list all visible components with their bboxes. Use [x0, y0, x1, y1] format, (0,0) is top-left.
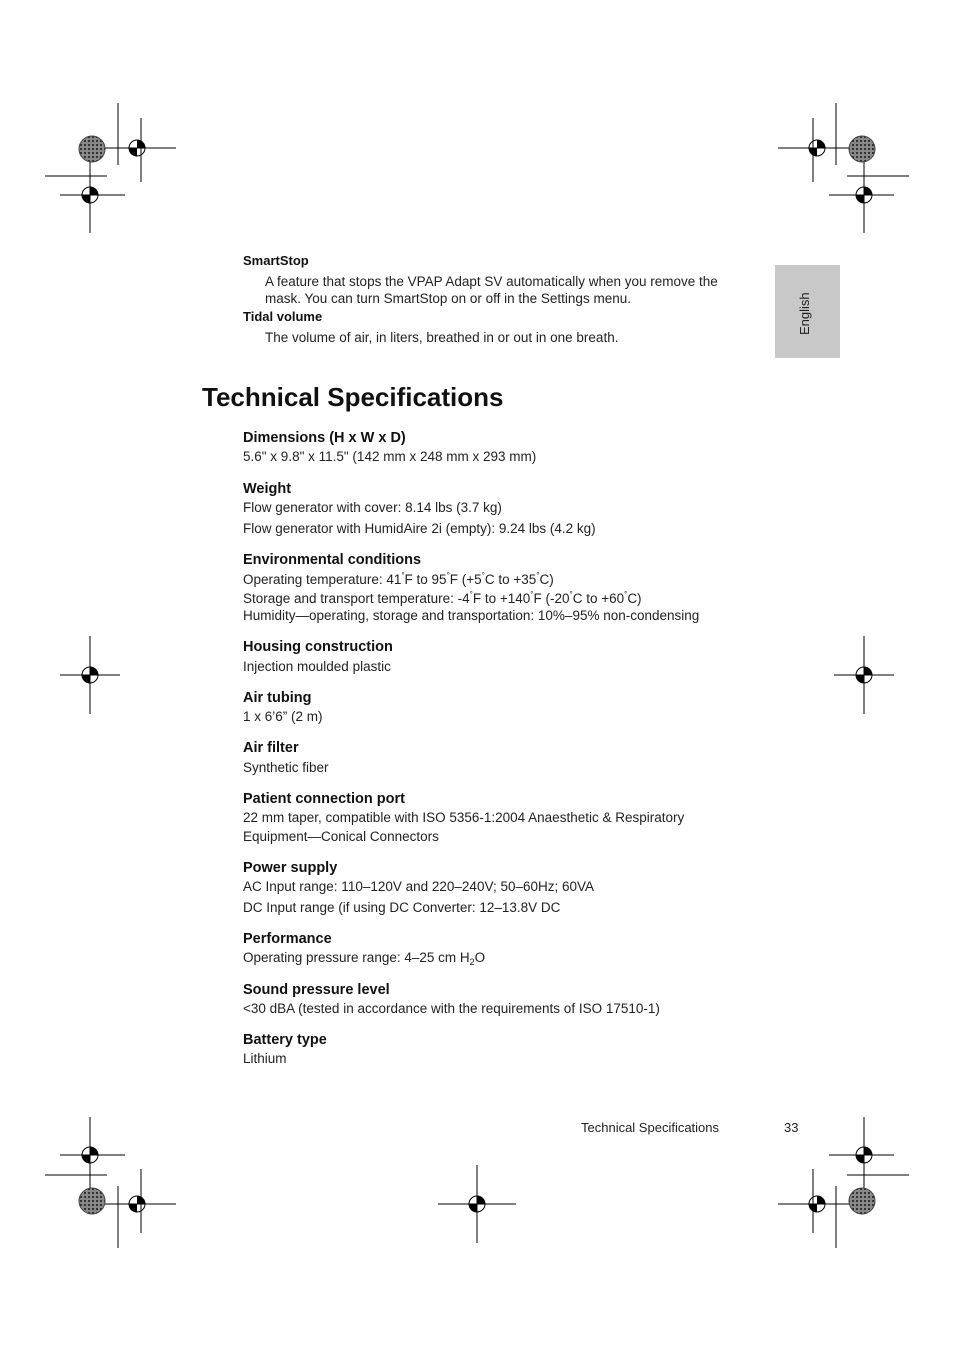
color-target-top-right — [849, 136, 875, 162]
spec-text-humidity: Humidity—operating, storage and transportation: 10%–95% non-condensing — [243, 608, 700, 623]
spec-text-port-1: 22 mm taper, compatible with ISO 5356-1:2004 Anaesthetic & Respiratory — [243, 810, 685, 825]
crop-mark-bottom-right — [778, 1117, 909, 1248]
page-number: 33 — [784, 1120, 799, 1135]
spec-heading-dimensions: Dimensions (H x W x D) — [243, 430, 406, 446]
glossary-definition-smartstop: A feature that stops the VPAP Adapt SV automatically when you remove the mask. You can turn SmartStop on or off in the Settings menu. — [265, 274, 718, 306]
crop-mark-top-right — [778, 103, 909, 233]
crop-mark-top-left — [45, 103, 176, 233]
glossary-term-smartstop: SmartStop — [243, 253, 309, 268]
color-target-top-left — [79, 136, 105, 162]
spec-heading-sound: Sound pressure level — [243, 982, 390, 998]
spec-text-housing: Injection moulded plastic — [243, 659, 391, 674]
spec-text-port-2: Equipment—Conical Connectors — [243, 829, 439, 844]
page-title: Technical Specifications — [202, 382, 504, 412]
footer-section-title: Technical Specifications — [581, 1120, 720, 1135]
spec-text-dimensions: 5.6" x 9.8" x 11.5" (142 mm x 248 mm x 293 mm) — [243, 449, 537, 464]
spec-text-performance: Operating pressure range: 4–25 cm $H_2O$ — [243, 950, 486, 967]
spec-heading-power: Power supply — [243, 860, 338, 876]
color-target-bottom-left — [79, 1188, 105, 1214]
spec-text-sound: <30 dBA (tested in accordance with the requirements of ISO 17510-1) — [243, 1001, 660, 1016]
color-target-bottom-right — [849, 1188, 875, 1214]
spec-text-tubing: 1 x 6’6” (2 m) — [243, 709, 323, 724]
crop-mark-bottom-left — [45, 1117, 176, 1248]
spec-heading-housing: Housing construction — [243, 639, 393, 655]
spec-text-storage-temperature: Storage and transport temperature: -4°F to +140°F (-20°C to +60°C) — [243, 590, 642, 606]
spec-heading-tubing: Air tubing — [243, 690, 312, 706]
glossary-definition-tidal-volume: The volume of air, in liters, breathed in or out in one breath. — [265, 330, 619, 345]
spec-text-weight-cover: Flow generator with cover: 8.14 lbs (3.7 kg) — [243, 500, 502, 515]
spec-heading-port: Patient connection port — [243, 791, 405, 807]
spec-heading-environment: Environmental conditions — [243, 552, 422, 568]
spec-heading-performance: Performance — [243, 931, 332, 947]
spec-text-power-ac: AC Input range: 110–120V and 220–240V; 50–60Hz; 60VA — [243, 879, 595, 894]
spec-text-battery: Lithium — [243, 1051, 287, 1066]
language-tab — [775, 265, 840, 358]
spec-text-weight-humidaire: Flow generator with HumidAire 2i (empty): 9.24 lbs (4.2 kg) — [243, 521, 596, 536]
spec-heading-filter: Air filter — [243, 740, 299, 756]
spec-heading-battery: Battery type — [243, 1032, 327, 1048]
spec-text-operating-temperature: Operating temperature: 41°F to 95°F (+5°C to +35°C) — [243, 571, 554, 587]
spec-text-power-dc: DC Input range (if using DC Converter: 12–13.8V DC — [243, 900, 561, 915]
spec-heading-weight: Weight — [243, 481, 292, 497]
spec-text-filter: Synthetic fiber — [243, 760, 329, 775]
glossary-term-tidal-volume: Tidal volume — [243, 309, 323, 324]
language-tab-label: English — [797, 292, 812, 335]
